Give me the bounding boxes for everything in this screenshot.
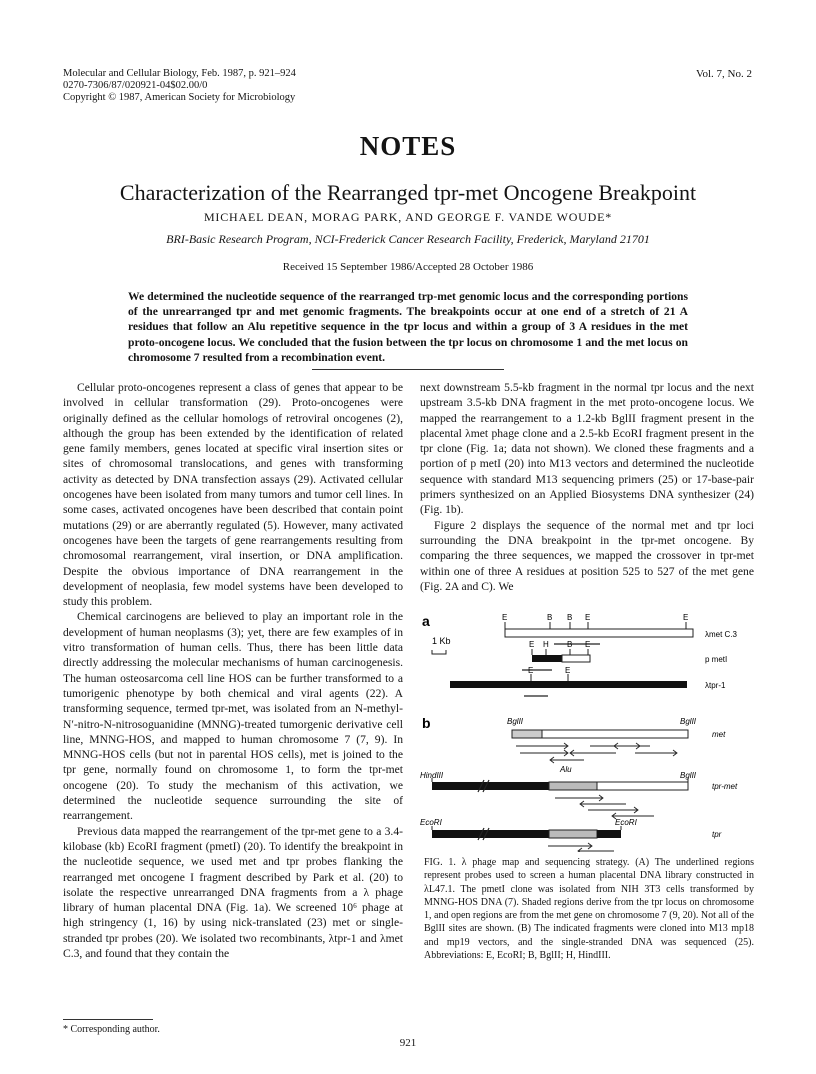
- right-column: [420, 380, 754, 594]
- tpr-solid-segment: [432, 830, 549, 838]
- paragraph: Cellular proto-oncogenes represent a class of genes that appear to be involved in cellular transformation (29). Proto-oncogenes were originally defined as the cellular homologs of retroviral oncogenes (2), although the group has been extended by the identification of related gene family members, genes located at specific viral insertion sites or sites of chromosomal translocations, and genes with transforming activity as detected by DNA transfection assays (29). Activated cellular oncogenes have been isolated from many tumors and tumor cell lines. In some cases, activated oncogenes have been described that contain point mutations (29) or are aberrantly regulated (5). However, many activated oncogenes have been the targets of gene rearrangements resulting from chromosomal rearrangement, viral insertion, or DNA amplification. Despite the obvious importance of DNA rearrangement in the development of neoplasia, few model systems have been developed to study this problem.: [63, 381, 403, 609]
- site-label: E: [528, 666, 534, 675]
- figure-1: [420, 612, 756, 852]
- pmet-label: p metI: [705, 655, 728, 664]
- paragraph: Figure 2 displays the sequence of the normal met and tpr loci surrounding the DNA breakpoint in the tpr-met oncogene. By comparing the three sequences, we mapped the crossover in tpr-met within one of three A residues at position 525 to 527 of the met gene (Fig. 2A and C). We: [420, 518, 754, 593]
- ecoRI-label: EcoRI: [615, 818, 637, 827]
- scale-bar: [432, 650, 446, 654]
- site-label: E: [683, 613, 689, 622]
- scale-label: 1 Kb: [432, 636, 451, 646]
- tpr-met-met-segment: [597, 782, 688, 790]
- alu-label: Alu: [560, 765, 572, 774]
- pmet-met-segment: [562, 655, 590, 662]
- article-title: Characterization of the Rearranged tpr-met Oncogene Breakpoint: [119, 180, 697, 205]
- site-label: E: [502, 613, 508, 622]
- tpr-alu-segment: [549, 830, 597, 838]
- figure-1-caption: FIG. 1. λ phage map and sequencing strategy. (A) The underlined regions represent probes used to screen a human placental DNA library constructed in λL47.1. The pmetI clone was isolated from NIH 3T3 cells transformed by MNNG-HOS DNA (7). Shaded regions derive from the tpr locus on chromosome 1, and open regions are from the met gene on chromosome 7 (9, 20). Not all of the BglII sites are shown. (B) The indicated fragments were cloned into M13 mp18 and mp19 vectors, and the single-stranded DNA was sequenced (25). Abbreviations: E, EcoRI; B, BglII; H, HindIII.: [424, 857, 754, 962]
- received-dates: Received 15 September 1986/Accepted 28 October 1986: [282, 261, 534, 273]
- left-column: [63, 380, 403, 961]
- abstract-divider: [312, 369, 504, 370]
- volume-number: Vol. 7, No. 2: [695, 68, 752, 80]
- site-label: H: [543, 640, 549, 649]
- author-list: MICHAEL DEAN, MORAG PARK, AND GEORGE F. VANDE WOUDE*: [203, 210, 613, 224]
- met-sequencing-arrows: [516, 743, 677, 763]
- tpr-solid-end: [597, 830, 621, 838]
- page-number: 921: [399, 1037, 417, 1049]
- journal-line: Molecular and Cellular Biology, Feb. 1987, p. 921–924: [63, 68, 296, 79]
- issn-line: 0270-7306/87/020921-04$02.00/0: [63, 80, 208, 91]
- paragraph: Chemical carcinogens are believed to play an important role in the development of human neoplasms (3); yet, there are few examples of in vitro transformation of human cells. Thus, there has been little data directly addressing the molecular mechanisms of human carcinogenesis. The human osteosarcoma cell line HOS can be further transformed to a tumorigenic phenotype by both chemical and viral agents (22). A transforming sequence, termed tpr-met, was isolated from an N-methyl-N′-nitro-N-nitrosoguanidine (MNNG)-treated tumorgenic derivative cell line, MNNG-HOS, and mapped to human chromosome 7 (7, 9). In MNNG-HOS cells (but not in parental HOS cells), met is joined to the tpr gene, normally found on chromosome 1, to form the tpr-met oncogene (20). To study the mechanism of this activation, we determined the nucleotide sequence surrounding the site of rearrangement.: [63, 610, 403, 823]
- hindIII-label: HindIII: [420, 771, 444, 780]
- abstract: We determined the nucleotide sequence of the rearranged trp-met genomic locus and the corresponding portions of the unrearranged tpr and met genomic fragments. The breakpoints occur at one end of a stretch of 21 A residues that follow an Alu repetitive sequence in the tpr locus and within a group of 3 A residues in the met proto-oncogene locus. We concluded that the fusion between the tpr locus on chromosome 1 and the met locus on chromosome 7 resulted from a recombination event.: [128, 290, 688, 364]
- paragraph: next downstream 5.5-kb fragment in the normal tpr locus and the next upstream 3.5-kb DNA fragment in the met proto-oncogene locus. We mapped the rearrangement to a 1.2-kb BglII fragment present in the placental λmet phage clone and a 2.5-kb EcoRI fragment present in the tpr clone (Fig. 1a; data not shown). We cloned these fragments and a portion of p metI (20) into M13 vectors and determined the nucleotide sequence with standard M13 sequencing primers (25) or 17-base-pair primers synthesized on an Applied Biosystems DNA synthesizer (24) (Fig. 1b).: [420, 381, 754, 517]
- tpr-met-alu-segment: [549, 782, 597, 790]
- pmet-tpr-segment: [532, 655, 562, 662]
- lambda-tpr-map: [450, 681, 687, 688]
- met-open-segment: [542, 730, 688, 738]
- tpr-met-label: tpr-met: [712, 782, 738, 791]
- section-heading: NOTES: [359, 131, 457, 161]
- site-label: B: [547, 613, 553, 622]
- paragraph: Previous data mapped the rearrangement of the tpr-met gene to a 3.4-kilobase (kb) EcoRI fragment (pmetI) (20). To identify the breakpoint in the nucleotide sequence, we used met and tpr probes flanking the rearranged met oncogene I fragment described by Park et al. (20) to isolate the respective unrearranged DNA fragments from a λ phage library of human placental DNA (Fig. 1a). We screened 10⁶ phage at high stringency (1, 16) by using nick-translated (23) met or single-stranded tpr probes (20). We isolated two recombinants, λtpr-1 and λmet C.3, and found that they contain the: [63, 824, 403, 960]
- site-label: B: [567, 640, 573, 649]
- met-label: met: [712, 730, 726, 739]
- met-shaded-segment: [512, 730, 542, 738]
- footnote: * Corresponding author.: [63, 1024, 160, 1035]
- panel-a-label: a: [422, 613, 430, 629]
- site-label: E: [529, 640, 535, 649]
- site-label: E: [585, 640, 591, 649]
- bglII-label: BglII: [507, 717, 524, 726]
- lambda-met-map: [505, 629, 693, 637]
- panel-b-label: b: [422, 715, 431, 731]
- footnote-divider: [63, 1019, 153, 1020]
- tpr-met-sequencing-arrows: [555, 795, 654, 819]
- copyright-line: Copyright © 1987, American Society for Microbiology: [63, 92, 296, 103]
- site-label: E: [585, 613, 591, 622]
- tpr-met-tpr-segment: [432, 782, 549, 790]
- lambda-met-label: λmet C.3: [705, 630, 738, 639]
- ecoRI-label: EcoRI: [420, 818, 442, 827]
- bglII-label: BglII: [680, 771, 697, 780]
- site-label: E: [565, 666, 571, 675]
- lambda-tpr-label: λtpr-1: [705, 681, 726, 690]
- tpr-label: tpr: [712, 830, 722, 839]
- tpr-sequencing-arrows: [548, 843, 614, 852]
- site-label: B: [567, 613, 573, 622]
- affiliation: BRI-Basic Research Program, NCI-Frederick Cancer Research Facility, Frederick, Maryland 21701: [166, 232, 650, 246]
- bglII-label: BglII: [680, 717, 697, 726]
